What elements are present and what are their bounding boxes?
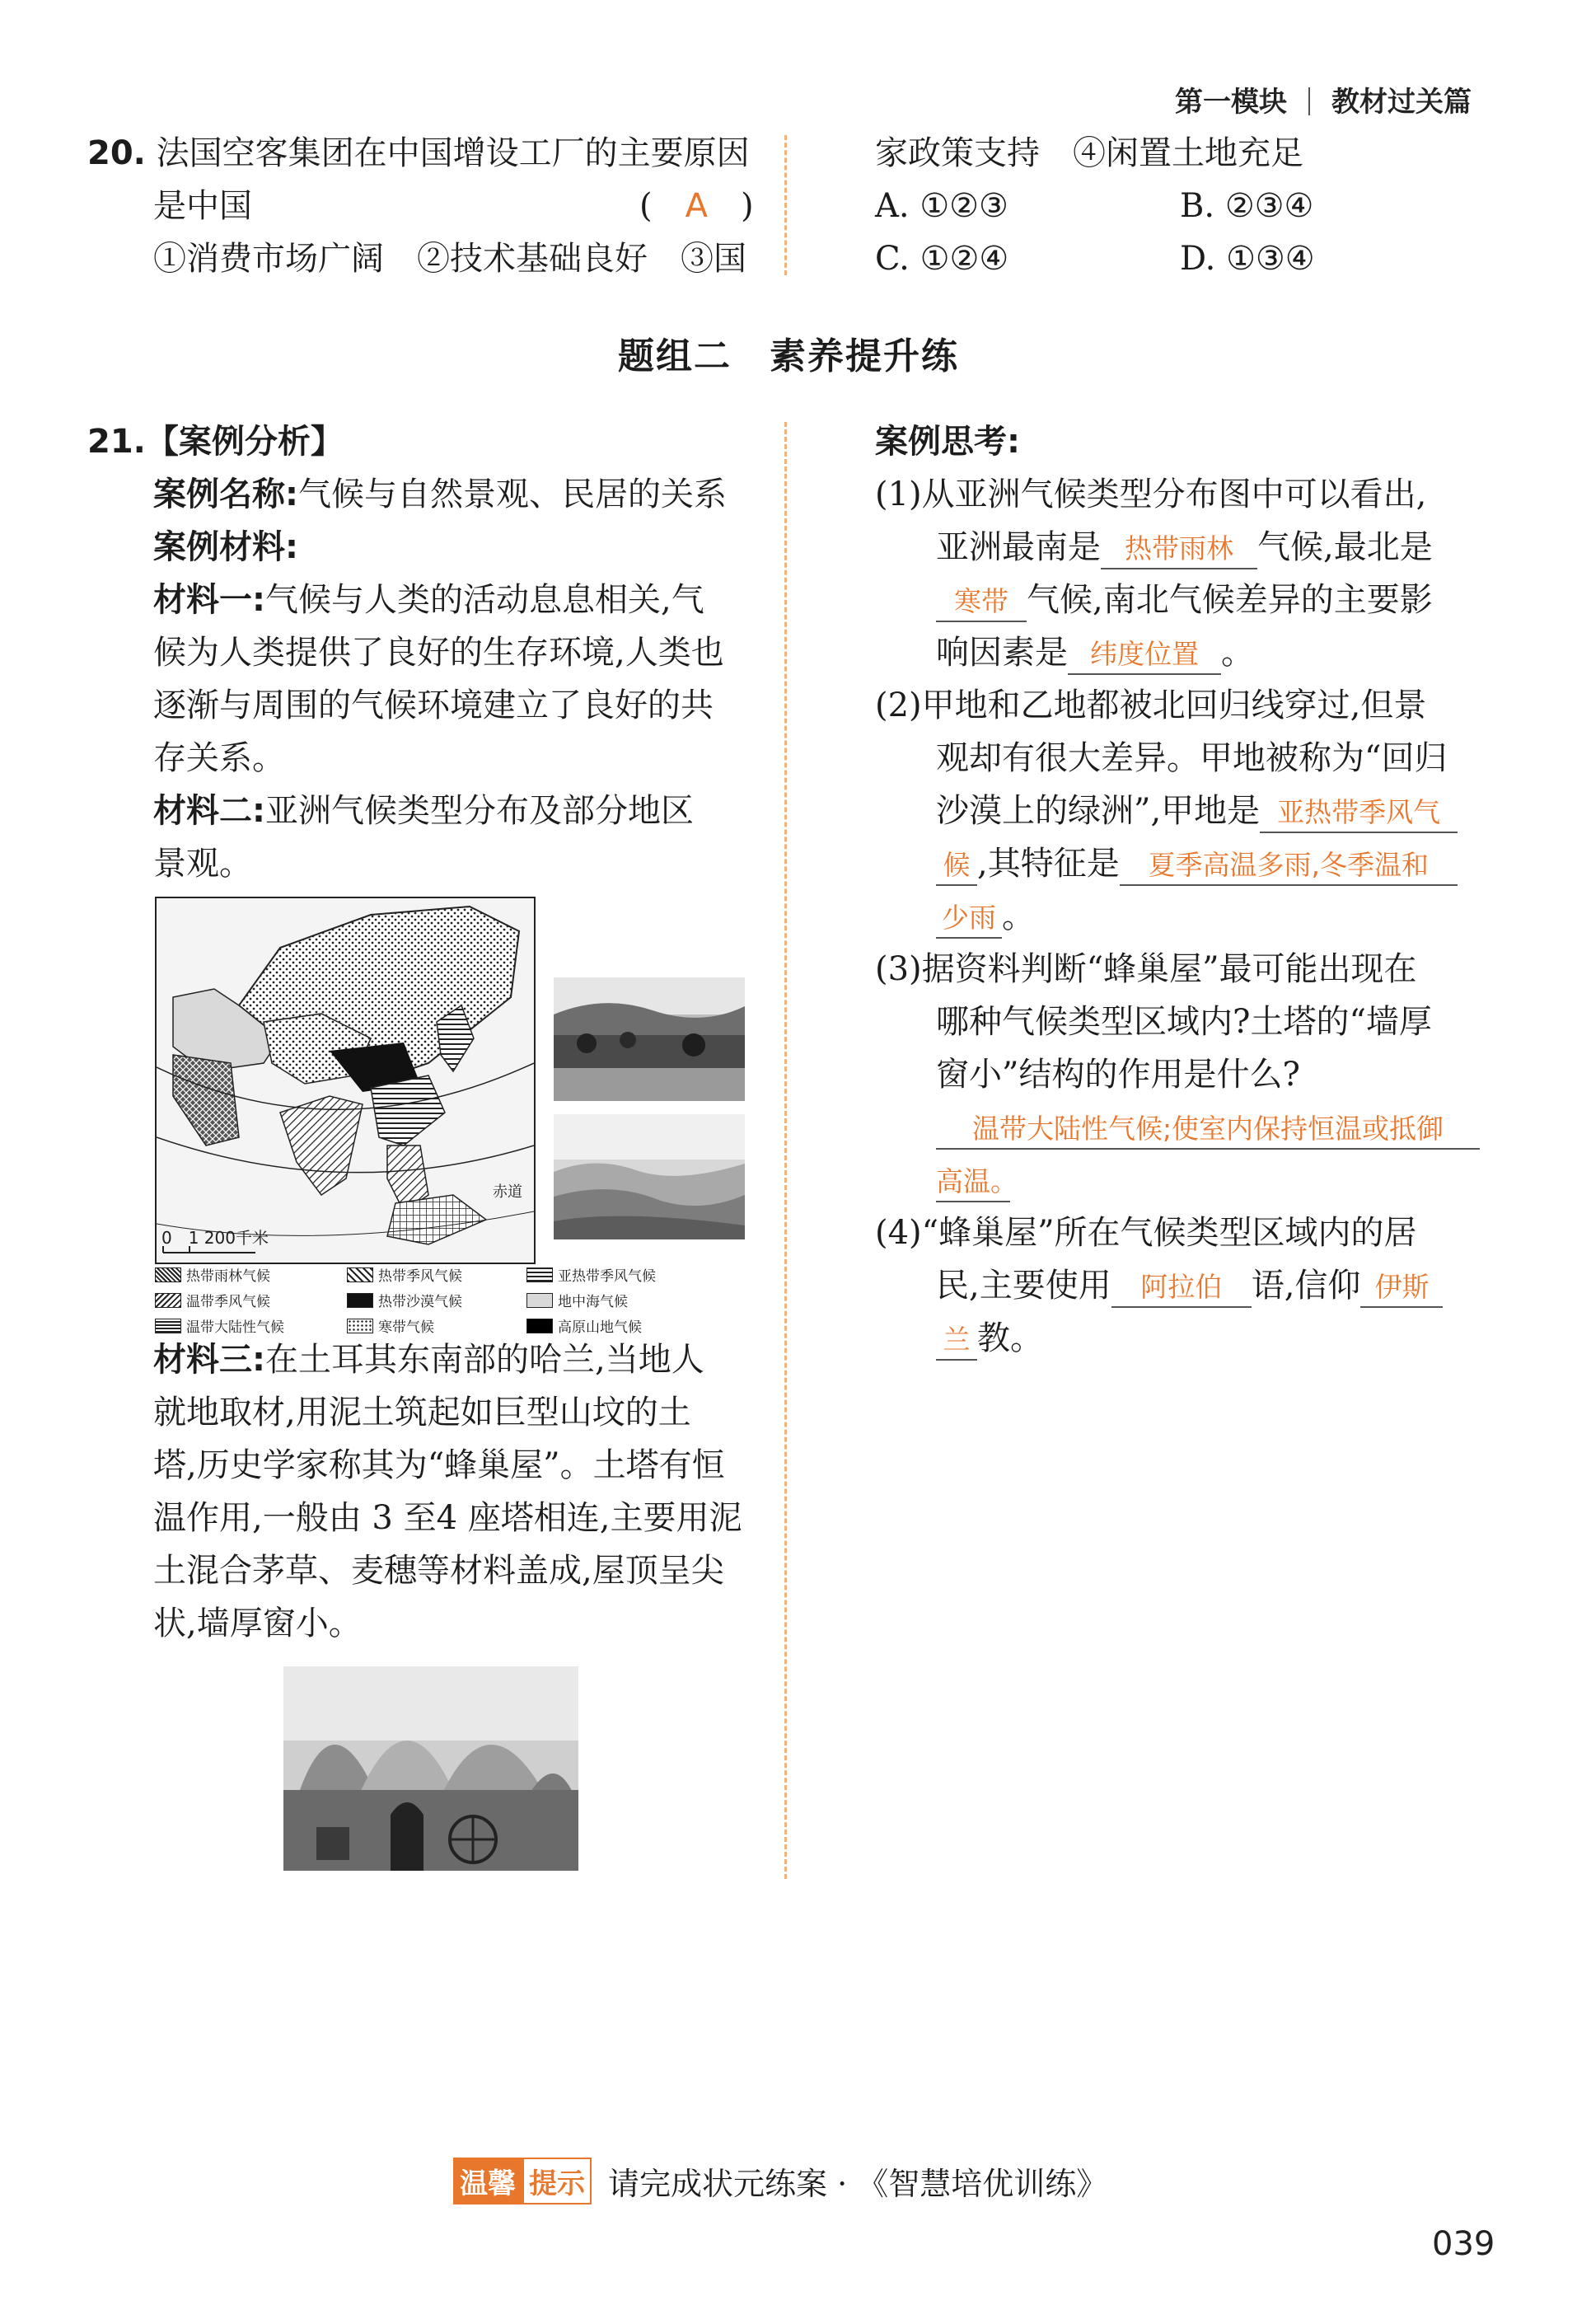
legend-label: 地中海气候	[558, 1294, 628, 1310]
materials-label: 案例材料:	[153, 528, 298, 566]
choice-b: B. ②③④	[1180, 187, 1314, 225]
options-list: ①消费市场广阔 ②技术基础良好 ③国	[153, 240, 746, 278]
material-3-text: 塔,历史学家称其为“蜂巢屋”。土塔有恒	[153, 1446, 725, 1484]
module-label: 第一模块	[1175, 86, 1287, 119]
options-continued: 家政策支持 ④闲置土地充足	[875, 134, 1303, 172]
answer-language: 阿拉伯	[1111, 1268, 1252, 1308]
oasis-photo-graphic	[554, 977, 745, 1101]
case-thinking	[875, 415, 1501, 1365]
material-3-text: 就地取材,用泥土筑起如巨型山坟的土	[153, 1394, 691, 1431]
question-20-choices	[875, 127, 1501, 285]
thinking-q3-text: 窗小”结构的作用是什么?	[936, 1056, 1300, 1094]
thinking-q4-text: 民,主要使用	[936, 1267, 1111, 1305]
legend-item	[526, 1290, 708, 1310]
thinking-q2-text: 。	[1002, 897, 1035, 935]
material-2-label: 材料二:	[153, 792, 265, 830]
legend-label: 温带大陆性气候	[186, 1319, 284, 1336]
answer-jia-climate: 亚热带季风气	[1260, 794, 1458, 833]
desert-landscape-photo	[554, 1114, 745, 1239]
choice-c: C. ①②④	[875, 240, 1009, 278]
question-21	[87, 415, 763, 890]
material-2-text: 亚洲气候类型分布及部分地区	[265, 792, 694, 830]
legend-item	[347, 1290, 512, 1310]
thinking-q4: (4)“蜂巢屋”所在气候类型区域内的居	[875, 1214, 1417, 1252]
page-number: 039	[1432, 2225, 1495, 2263]
question-stem: 法国空客集团在中国增设工厂的主要原因	[156, 134, 750, 172]
answer-religion-cont: 兰	[936, 1321, 977, 1361]
legend-label: 热带雨林气候	[186, 1268, 270, 1285]
legend-item	[347, 1264, 512, 1285]
footer-tip	[453, 2158, 1107, 2205]
thinking-q3: (3)据资料判断“蜂巢屋”最可能出现在	[875, 950, 1417, 988]
material-3	[153, 1333, 763, 1650]
column-divider	[784, 422, 787, 1879]
answer-religion: 伊斯	[1360, 1268, 1443, 1308]
thinking-q1-text: 。	[1221, 634, 1254, 672]
tip-badge-warm: 温馨	[453, 2158, 522, 2205]
material-3-text: 土混合茅草、麦穗等材料盖成,屋顶呈尖	[153, 1552, 724, 1590]
map-graphic	[157, 898, 534, 1263]
material-3-text: 在土耳其东南部的哈兰,当地人	[265, 1341, 704, 1379]
asia-climate-map	[155, 897, 536, 1264]
case-name-label: 案例名称:	[153, 476, 298, 513]
material-1-label: 材料一:	[153, 581, 265, 619]
legend-swatch	[526, 1293, 553, 1308]
answer-main-factor: 纬度位置	[1068, 635, 1221, 675]
legend-label: 热带沙漠气候	[378, 1294, 462, 1310]
material-1-text: 逐渐与周围的气候环境建立了良好的共	[153, 686, 714, 724]
legend-label: 温带季风气候	[186, 1294, 270, 1310]
thinking-q3-text: 哪种气候类型区域内?土塔的“墙厚	[936, 1003, 1432, 1041]
map-legend	[155, 1264, 748, 1336]
legend-item	[155, 1290, 332, 1310]
answer-climate-features: 夏季高温多雨,冬季温和	[1120, 846, 1458, 886]
answer-beehive-climate-cont: 高温。	[936, 1163, 1010, 1202]
answer-southernmost-climate: 热带雨林	[1101, 530, 1257, 569]
material-1-text: 气候与人类的活动息息相关,气	[265, 581, 704, 619]
page-header	[1175, 79, 1472, 119]
thinking-q1-text: 响因素是	[936, 634, 1068, 672]
thinking-q4-text: 教。	[977, 1319, 1043, 1357]
tip-badge-tip: 提示	[522, 2158, 592, 2205]
legend-label: 亚热带季风气候	[558, 1268, 656, 1285]
beehive-house-photo	[283, 1666, 578, 1871]
question-number: 20.	[87, 134, 146, 172]
legend-swatch	[526, 1267, 553, 1282]
question-number: 21.	[87, 423, 146, 461]
choice-a: A. ①②③	[875, 187, 1008, 225]
case-name: 气候与自然景观、民居的关系	[298, 476, 727, 513]
legend-item	[155, 1264, 332, 1285]
legend-swatch	[347, 1319, 373, 1333]
material-3-text: 温作用,一般由 3 至4 座塔相连,主要用泥	[153, 1499, 742, 1537]
case-tag: 【案例分析】	[145, 423, 344, 461]
legend-swatch	[347, 1293, 373, 1308]
legend-swatch	[526, 1319, 553, 1333]
material-2-text: 景观。	[153, 845, 252, 883]
beehive-photo-graphic	[283, 1666, 578, 1871]
material-3-label: 材料三:	[153, 1341, 265, 1379]
map-scale-bar: 0 1 200千米	[161, 1228, 269, 1248]
equator-label: 赤道	[493, 1183, 522, 1201]
answer-bracket	[639, 180, 754, 232]
material-3-text: 状,墙厚窗小。	[153, 1605, 362, 1642]
question-20	[87, 127, 754, 285]
thinking-label: 案例思考:	[875, 423, 1020, 461]
legend-swatch	[155, 1319, 181, 1333]
section-label: 教材过关篇	[1331, 86, 1472, 119]
legend-swatch	[155, 1267, 181, 1282]
answer-northernmost-climate: 寒带	[936, 583, 1027, 622]
material-1-text: 存关系。	[153, 739, 285, 777]
answer-bracket-close: )	[740, 187, 754, 225]
material-1-text: 候为人类提供了良好的生存环境,人类也	[153, 634, 724, 672]
legend-label: 寒带气候	[378, 1319, 434, 1336]
thinking-q1-text: 气候,最北是	[1257, 528, 1433, 566]
footer-slogan: 请完成状元练案 · 《智慧培优训练》	[608, 2166, 1108, 2202]
legend-swatch	[347, 1267, 373, 1282]
legend-swatch	[155, 1293, 181, 1308]
desert-photo-graphic	[554, 1114, 745, 1239]
legend-item	[526, 1264, 708, 1285]
thinking-q4-text: 语,信仰	[1251, 1267, 1361, 1305]
answer-choice: A	[685, 187, 708, 225]
thinking-q2-text: ,其特征是	[977, 845, 1120, 883]
oasis-landscape-photo	[554, 977, 745, 1101]
thinking-q2-text: 沙漠上的绿洲”,甲地是	[936, 792, 1261, 830]
answer-bracket-open: (	[639, 187, 653, 225]
thinking-q1-text: 亚洲最南是	[936, 528, 1101, 566]
legend-label: 高原山地气候	[558, 1319, 642, 1336]
column-divider-top	[784, 135, 787, 275]
legend-label: 热带季风气候	[378, 1268, 462, 1285]
answer-jia-climate-cont: 候	[936, 846, 977, 886]
thinking-q2: (2)甲地和乙地都被北回归线穿过,但景	[875, 686, 1427, 724]
question-stem-cont: 是中国	[153, 187, 252, 225]
answer-climate-features-cont: 少雨	[936, 899, 1002, 939]
header-divider	[1308, 87, 1310, 115]
thinking-q1: (1)从亚洲气候类型分布图中可以看出,	[875, 476, 1427, 513]
thinking-q1-text: 气候,南北气候差异的主要影	[1027, 581, 1433, 619]
choice-d: D. ①③④	[1180, 240, 1315, 278]
thinking-q2-text: 观却有很大差异。甲地被称为“回归	[936, 739, 1448, 777]
section-title: 题组二 素养提升练	[618, 335, 959, 377]
answer-beehive-climate: 温带大陆性气候;使室内保持恒温或抵御	[936, 1110, 1480, 1150]
